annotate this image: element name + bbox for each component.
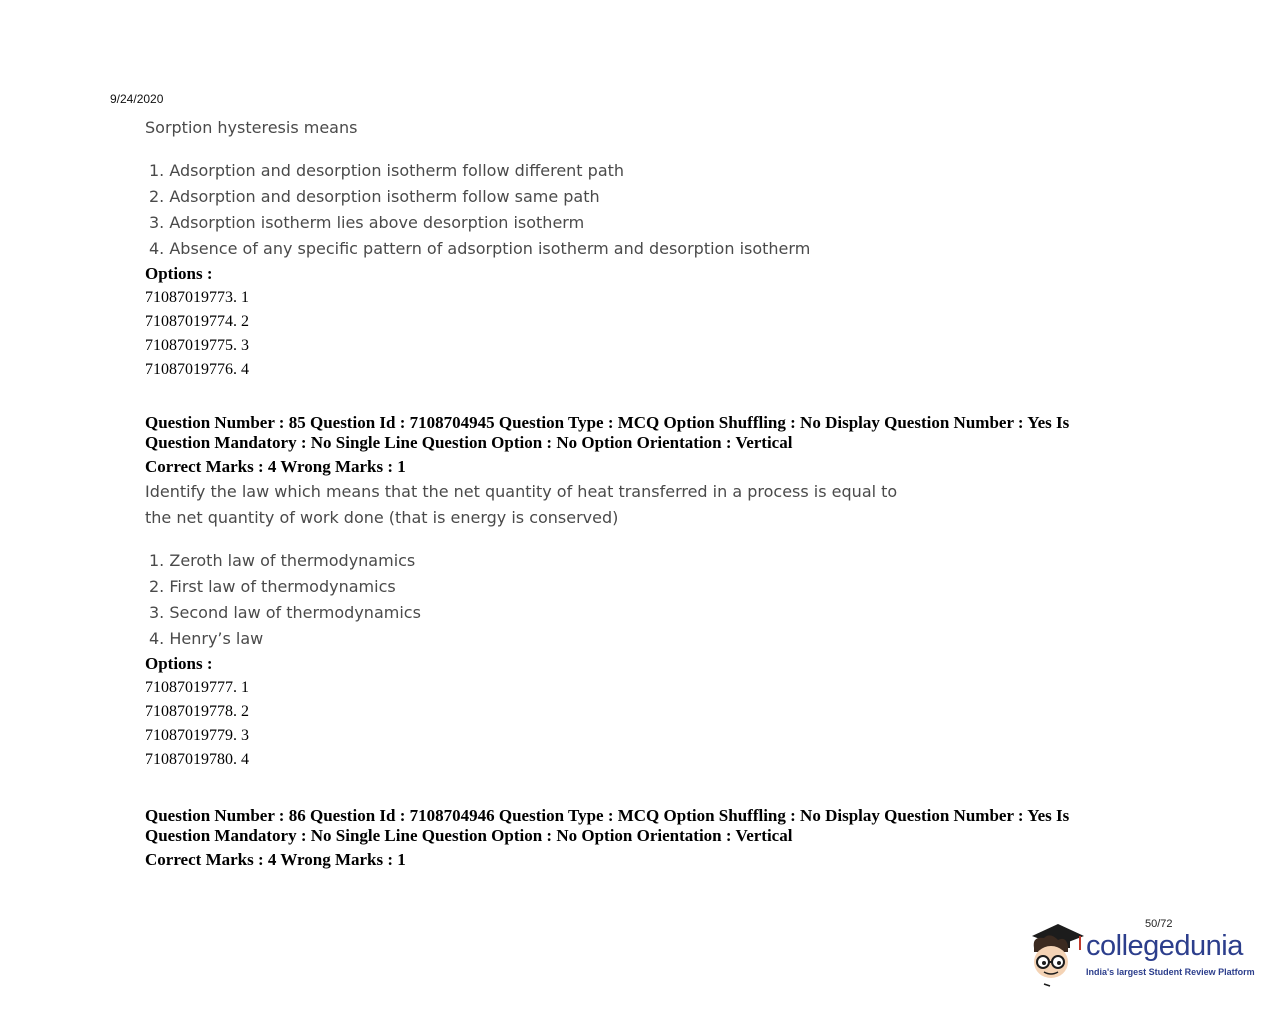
choice-item: 2. First law of thermodynamics bbox=[149, 577, 396, 596]
question-85 bbox=[145, 413, 1105, 772]
options-heading: Options : bbox=[145, 264, 213, 283]
options-heading: Options : bbox=[145, 654, 213, 673]
question-meta: Question Number : 86 Question Id : 7108704946 Question Type : MCQ Option Shuffling : No Display Question Number : Yes Is bbox=[145, 806, 1070, 825]
collegedunia-logo bbox=[1024, 918, 1254, 990]
question-84 bbox=[145, 115, 1105, 382]
question-text: Identify the law which means that the net quantity of heat transferred in a process is equal to bbox=[145, 482, 898, 501]
option-id: 71087019774. 2 bbox=[145, 313, 249, 330]
logo-tagline: India's largest Student Review Platform bbox=[1086, 967, 1255, 977]
option-id: 71087019779. 3 bbox=[145, 727, 249, 744]
option-id: 71087019777. 1 bbox=[145, 679, 249, 696]
option-id: 71087019773. 1 bbox=[145, 289, 249, 306]
question-meta: Question Number : 85 Question Id : 7108704945 Question Type : MCQ Option Shuffling : No Display Question Number : Yes Is bbox=[145, 413, 1070, 432]
question-meta: Question Mandatory : No Single Line Question Option : No Option Orientation : Vertical bbox=[145, 826, 793, 845]
choice-item: 4. Henry’s law bbox=[149, 629, 264, 648]
option-id: 71087019780. 4 bbox=[145, 751, 249, 768]
choice-item: 1. Adsorption and desorption isotherm follow different path bbox=[149, 161, 625, 180]
choice-item: 1. Zeroth law of thermodynamics bbox=[149, 551, 416, 570]
question-86 bbox=[145, 806, 1105, 872]
option-id: 71087019778. 2 bbox=[145, 703, 249, 720]
choice-list bbox=[145, 548, 1105, 652]
choice-list bbox=[145, 158, 1105, 262]
print-date: 9/24/2020 bbox=[110, 92, 164, 106]
question-text: Sorption hysteresis means bbox=[145, 118, 358, 137]
option-id: 71087019776. 4 bbox=[145, 361, 249, 378]
question-marks: Correct Marks : 4 Wrong Marks : 1 bbox=[145, 457, 406, 476]
choice-item: 3. Adsorption isotherm lies above desorption isotherm bbox=[149, 213, 585, 232]
page-number: 50/72 bbox=[1145, 918, 1173, 930]
choice-item: 2. Adsorption and desorption isotherm follow same path bbox=[149, 187, 600, 206]
logo-wordmark: collegedunia bbox=[1086, 930, 1243, 962]
question-text: the net quantity of work done (that is energy is conserved) bbox=[145, 508, 619, 527]
question-meta: Question Mandatory : No Single Line Question Option : No Option Orientation : Vertical bbox=[145, 433, 793, 452]
choice-item: 3. Second law of thermodynamics bbox=[149, 603, 421, 622]
question-marks: Correct Marks : 4 Wrong Marks : 1 bbox=[145, 850, 406, 869]
choice-item: 4. Absence of any specific pattern of adsorption isotherm and desorption isotherm bbox=[149, 239, 811, 258]
option-id: 71087019775. 3 bbox=[145, 337, 249, 354]
mascot-icon bbox=[1024, 918, 1084, 990]
